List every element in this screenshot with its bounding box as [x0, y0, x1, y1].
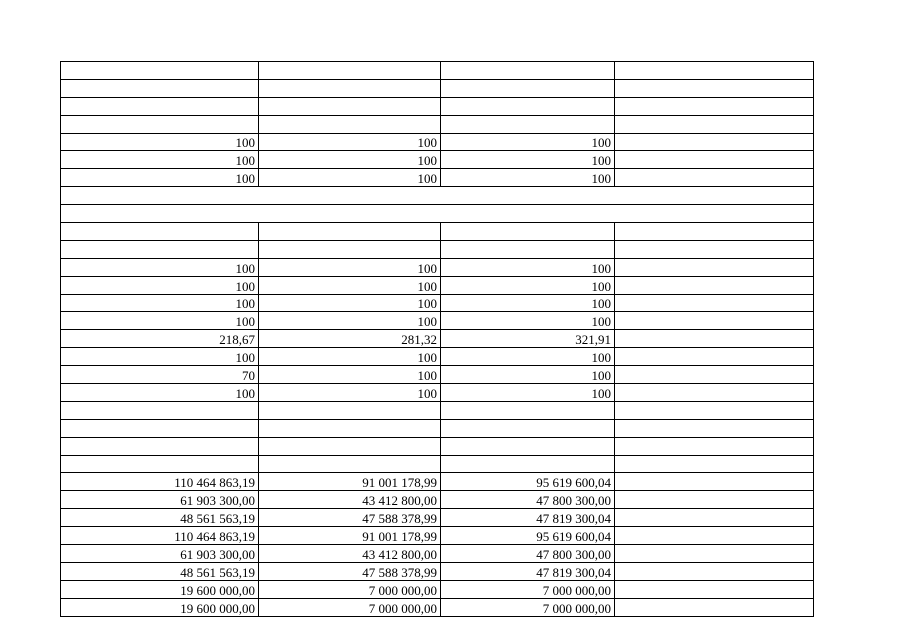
- table-cell: [441, 437, 615, 455]
- table-cell: [259, 223, 441, 241]
- table-row: [61, 97, 814, 115]
- table-cell: [441, 240, 615, 258]
- table-cell: [61, 62, 259, 80]
- table-row: [61, 133, 814, 151]
- table-cell: [615, 509, 814, 527]
- table-row: [61, 205, 814, 223]
- merged-cell: [61, 205, 814, 223]
- table-cell: 100: [441, 366, 615, 384]
- table-cell: [61, 97, 259, 115]
- table-row: [61, 545, 814, 563]
- table-cell: 281,32: [259, 330, 441, 348]
- table-cell: 100: [259, 276, 441, 294]
- table-cell: [441, 223, 615, 241]
- table-cell: 100: [61, 348, 259, 366]
- table-cell: 100: [259, 294, 441, 312]
- table-cell: 91 001 178,99: [259, 527, 441, 545]
- table-row: [61, 115, 814, 133]
- table-cell: 100: [441, 294, 615, 312]
- table-cell: 48 561 563,19: [61, 509, 259, 527]
- table-cell: [259, 62, 441, 80]
- table-cell: [615, 276, 814, 294]
- table-cell: [441, 401, 615, 419]
- table-cell: [61, 401, 259, 419]
- table-row: [61, 151, 814, 169]
- table-cell: 19 600 000,00: [61, 598, 259, 616]
- table-row: [61, 223, 814, 241]
- table-cell: [259, 437, 441, 455]
- table-row: [61, 455, 814, 473]
- table-cell: 48 561 563,19: [61, 562, 259, 580]
- table-cell: [615, 455, 814, 473]
- table-cell: 100: [441, 151, 615, 169]
- table-cell: 100: [61, 133, 259, 151]
- table-row: [61, 62, 814, 80]
- table-cell: [615, 401, 814, 419]
- table-cell: 70: [61, 366, 259, 384]
- table-row: [61, 598, 814, 616]
- table-cell: [441, 79, 615, 97]
- table-cell: 47 800 300,00: [441, 545, 615, 563]
- table-row: [61, 240, 814, 258]
- table-cell: 100: [259, 366, 441, 384]
- table-cell: [441, 115, 615, 133]
- table-cell: 47 588 378,99: [259, 509, 441, 527]
- table-cell: 100: [61, 312, 259, 330]
- table-row: [61, 401, 814, 419]
- table-cell: [615, 79, 814, 97]
- table-cell: [615, 62, 814, 80]
- table-cell: [615, 348, 814, 366]
- table-cell: [259, 240, 441, 258]
- table-cell: [615, 294, 814, 312]
- table-cell: [441, 455, 615, 473]
- table-cell: 43 412 800,00: [259, 491, 441, 509]
- table-cell: 100: [441, 258, 615, 276]
- table-cell: 61 903 300,00: [61, 491, 259, 509]
- table-cell: [615, 133, 814, 151]
- table-cell: [259, 401, 441, 419]
- table-cell: [259, 79, 441, 97]
- table-cell: 19 600 000,00: [61, 580, 259, 598]
- table-cell: 100: [61, 151, 259, 169]
- table-cell: [615, 527, 814, 545]
- table-cell: [259, 455, 441, 473]
- table-cell: [61, 223, 259, 241]
- table-row: [61, 348, 814, 366]
- table-cell: 43 412 800,00: [259, 545, 441, 563]
- table-cell: 47 819 300,04: [441, 509, 615, 527]
- table-cell: 100: [61, 384, 259, 402]
- table-cell: 100: [441, 312, 615, 330]
- table-row: [61, 491, 814, 509]
- table-cell: 110 464 863,19: [61, 473, 259, 491]
- table-cell: 100: [259, 384, 441, 402]
- table-cell: 100: [61, 294, 259, 312]
- table-cell: [615, 562, 814, 580]
- table-cell: [615, 97, 814, 115]
- table-cell: [615, 169, 814, 187]
- spreadsheet-table: [60, 61, 814, 617]
- table-cell: 321,91: [441, 330, 615, 348]
- table-cell: [61, 437, 259, 455]
- table-cell: 100: [259, 133, 441, 151]
- table-cell: [441, 62, 615, 80]
- table-cell: [61, 240, 259, 258]
- table-cell: 47 588 378,99: [259, 562, 441, 580]
- table-cell: [259, 97, 441, 115]
- table-cell: [615, 151, 814, 169]
- table-cell: 100: [259, 169, 441, 187]
- table-cell: 100: [441, 348, 615, 366]
- table-cell: 100: [441, 133, 615, 151]
- table-cell: [441, 97, 615, 115]
- table-cell: [615, 115, 814, 133]
- table-cell: 100: [61, 276, 259, 294]
- table-cell: 100: [441, 276, 615, 294]
- table-row: [61, 366, 814, 384]
- table-cell: 47 819 300,04: [441, 562, 615, 580]
- table-cell: 100: [259, 151, 441, 169]
- table-cell: [615, 419, 814, 437]
- table-cell: 100: [259, 312, 441, 330]
- table-row: [61, 580, 814, 598]
- table-row: [61, 509, 814, 527]
- table-cell: 100: [61, 258, 259, 276]
- table-row: [61, 79, 814, 97]
- table-cell: [615, 473, 814, 491]
- table-cell: [615, 312, 814, 330]
- table-cell: [615, 437, 814, 455]
- table-cell: [615, 240, 814, 258]
- table-cell: 100: [259, 348, 441, 366]
- table-cell: [441, 419, 615, 437]
- table-cell: [61, 419, 259, 437]
- table-cell: [615, 366, 814, 384]
- table-cell: [259, 419, 441, 437]
- table-cell: [615, 223, 814, 241]
- table-row: [61, 384, 814, 402]
- table-cell: 100: [61, 169, 259, 187]
- table-cell: [61, 115, 259, 133]
- table-cell: [615, 491, 814, 509]
- table-row: [61, 330, 814, 348]
- table-row: [61, 473, 814, 491]
- table-cell: 218,67: [61, 330, 259, 348]
- table-cell: 95 619 600,04: [441, 527, 615, 545]
- table-cell: 95 619 600,04: [441, 473, 615, 491]
- table-cell: 7 000 000,00: [259, 598, 441, 616]
- table-cell: 7 000 000,00: [441, 580, 615, 598]
- table-cell: 100: [441, 169, 615, 187]
- table-row: [61, 187, 814, 205]
- merged-cell: [61, 187, 814, 205]
- table-cell: 100: [259, 258, 441, 276]
- table-cell: [61, 79, 259, 97]
- table-cell: [615, 258, 814, 276]
- table-cell: 61 903 300,00: [61, 545, 259, 563]
- table-cell: 100: [441, 384, 615, 402]
- table-cell: [615, 545, 814, 563]
- table-row: [61, 527, 814, 545]
- table-cell: 91 001 178,99: [259, 473, 441, 491]
- table-cell: 47 800 300,00: [441, 491, 615, 509]
- table-row: [61, 294, 814, 312]
- table-cell: [615, 330, 814, 348]
- table-row: [61, 169, 814, 187]
- table-cell: [615, 598, 814, 616]
- table-cell: [615, 384, 814, 402]
- table-cell: [259, 115, 441, 133]
- table-row: [61, 276, 814, 294]
- table-cell: [61, 455, 259, 473]
- table-cell: 110 464 863,19: [61, 527, 259, 545]
- table-row: [61, 562, 814, 580]
- table-row: [61, 312, 814, 330]
- table-cell: 7 000 000,00: [259, 580, 441, 598]
- table-body: [61, 62, 814, 617]
- table-row: [61, 437, 814, 455]
- table-row: [61, 258, 814, 276]
- table-cell: [615, 580, 814, 598]
- table-cell: 7 000 000,00: [441, 598, 615, 616]
- table-row: [61, 419, 814, 437]
